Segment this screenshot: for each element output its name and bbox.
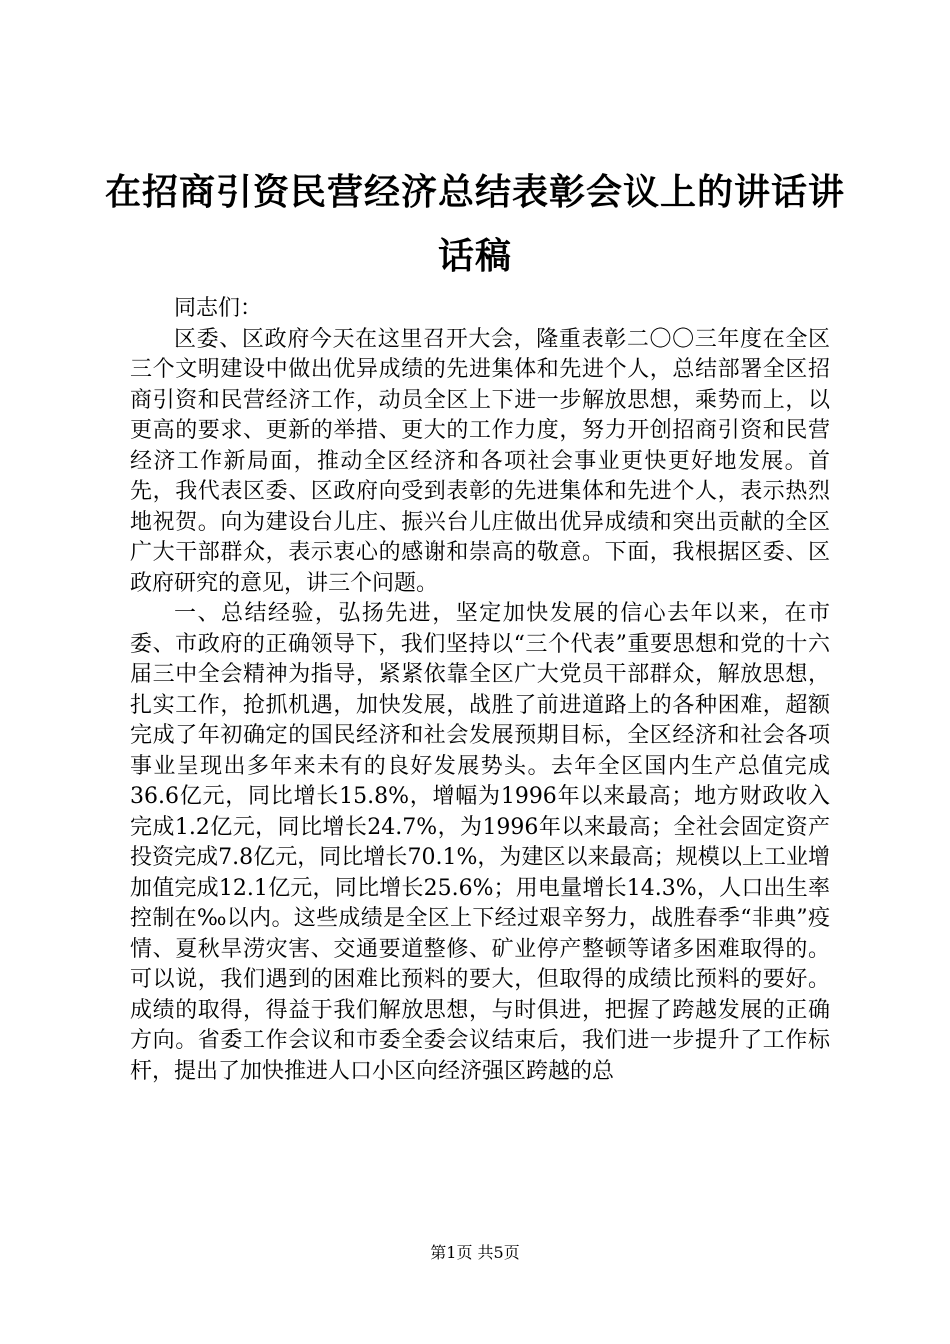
paragraph-section-one: 一、总结经验，弘扬先进，坚定加快发展的信心去年以来，在市委、市政府的正确领导下，我们坚持以“三个代表”重要思想和党的十六届三中全会精神为指导，紧紧依靠全区广大党员干部群众，解放思想，扎实工作，抢抓机遇，加快发展，战胜了前进道路上的各种困难，超额完成了年初确定的国民经济和社会发展预期目标，全区经济和社会各项事业呈现出多年来未有的良好发展势头。去年全区国内生产总值完成36.6亿元，同比增长15.8%，增幅为1996年以来最高；地方财政收入完成1.2亿元，同比增长24.7%，为1996年以来最高；全社会固定资产投资完成7.8亿元，同比增长70.1%，为建区以来最高；规模以上工业增加值完成12.1亿元，同比增长25.6%；用电量增长14.3%，人口出生率控制在‰以内。这些成绩是全区上下经过艰辛努力，战胜春季“非典”疫情、夏秋旱涝灾害、交通要道整修、矿业停产整顿等诸多困难取得的。可以说，我们遇到的困难比预料的要大，但取得的成绩比预料的要好。成绩的取得，得益于我们解放思想，与时俱进，把握了跨越发展的正确方向。省委工作会议和市委全委会议结束后，我们进一步提升了工作标杆，提出了加快推进人口小区向经济强区跨越的总 xyxy=(130,601,830,1084)
document-title: 在招商引资民营经济总结表彰会议上的讲话讲话稿 xyxy=(104,171,845,277)
document-body xyxy=(130,294,830,1087)
paragraph-opening: 区委、区政府今天在这里召开大会，隆重表彰二〇〇三年度在全区三个文明建设中做出优异成绩的先进集体和先进个人，总结部署全区招商引资和民营经济工作，动员全区上下进一步解放思想，乘势而上，以更高的要求、更新的举措、更大的工作力度，努力开创招商引资和民营经济工作新局面，推动全区经济和各项社会事业更快更好地发展。首先，我代表区委、区政府向受到表彰的先进集体和先进个人，表示热烈地祝贺。向为建设台儿庄、振兴台儿庄做出优异成绩和突出贡献的全区广大干部群众，表示衷心的感谢和崇高的敬意。下面，我根据区委、区政府研究的意见，讲三个问题。 xyxy=(130,326,830,596)
page-footer: 第1页 共5页 xyxy=(430,1243,520,1262)
salutation: 同志们： xyxy=(174,296,263,321)
